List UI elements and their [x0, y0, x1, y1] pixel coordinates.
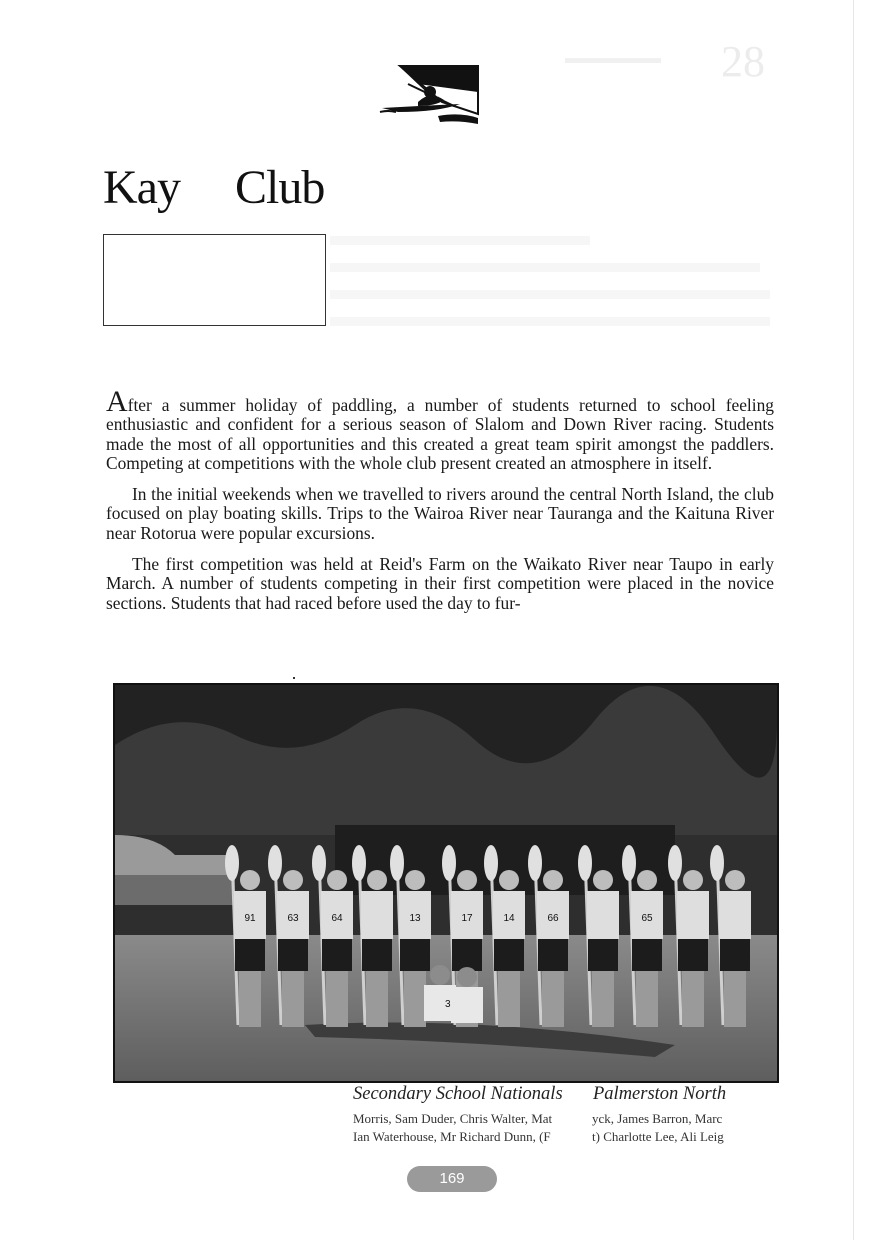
- article-body: [106, 385, 774, 625]
- faded-intro-text: [330, 236, 770, 344]
- bib-number: 3: [445, 999, 451, 1010]
- bib-number: 64: [331, 913, 343, 924]
- bib-number: 65: [641, 913, 653, 924]
- paragraph-1: [106, 385, 774, 473]
- intro-box: [103, 234, 326, 326]
- bib-number: 91: [244, 913, 256, 924]
- faded-header-text: ▬▬▬▬▬▬: [565, 50, 661, 67]
- page-number-badge: 169: [407, 1166, 497, 1192]
- title-word-1: Kay: [103, 161, 180, 214]
- faded-section-number: 28: [721, 37, 765, 86]
- bib-number: 13: [409, 913, 421, 924]
- bib-number: 66: [547, 913, 559, 924]
- caption-line-1-right: yck, James Barron, Marc: [592, 1111, 723, 1126]
- drop-cap: A: [106, 385, 128, 418]
- caption-line-2-right: t) Charlotte Lee, Ali Leig: [592, 1129, 724, 1144]
- team-photo-image: [115, 685, 777, 1081]
- faded-section-header: [565, 37, 775, 86]
- page-edge: [853, 0, 854, 1240]
- caption-line-1-left: Morris, Sam Duder, Chris Walter, Mat: [353, 1111, 553, 1126]
- kayak-logo: [378, 62, 482, 132]
- paragraph-2: In the initial weekends when we travelled to rivers around the central North Island, the club focused on play boating skills. Trips to the Wairoa River near Tauranga and the Kaituna River near Rotorua were popular excursions.: [106, 484, 774, 543]
- bib-number: 14: [503, 913, 515, 924]
- caption-title-left: Secondary School Nationals: [353, 1084, 563, 1104]
- bib-number: 63: [287, 913, 299, 924]
- page-title: [103, 160, 324, 215]
- title-word-2: Club: [234, 161, 325, 214]
- paragraph-3: The first competition was held at Reid's Farm on the Waikato River near Taupo in early March. A number of students competing in their first competition were placed in the novice sections. Students that had raced before used the day to fur-: [106, 554, 774, 613]
- team-photo: [113, 683, 779, 1083]
- paragraph-1-text: fter a summer holiday of paddling, a number of students returned to school feeling enthusiastic and confident for a serious season of Slalom and Down River racing. Students made the most of all opportunities and this created a great team spirit amongst the paddlers. Competing at competitions with the whole club present created an atmosphere in itself.: [106, 395, 774, 473]
- title-faded-gap: [191, 161, 224, 214]
- caption-title-right: Palmerston North: [593, 1084, 727, 1104]
- caption-line-2-left: Ian Waterhouse, Mr Richard Dunn, (F: [353, 1129, 551, 1144]
- stray-dot: [293, 677, 295, 679]
- kayaker-icon: [378, 62, 482, 132]
- bib-number: 17: [461, 913, 473, 924]
